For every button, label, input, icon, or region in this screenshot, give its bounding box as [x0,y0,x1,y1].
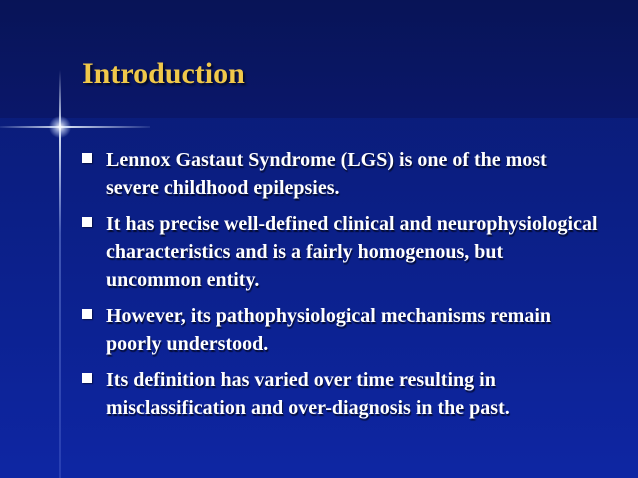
bullet-item-lgs-severity [78,146,598,202]
bullet-text: Lennox Gastaut Syndrome (LGS) is one of the most severe childhood epilepsies. [106,149,547,199]
square-bullet-icon [82,373,92,383]
square-bullet-icon [82,153,92,163]
bullet-list [78,146,598,430]
lens-flare-horizontal [0,126,150,128]
square-bullet-icon [82,217,92,227]
lens-flare-icon [49,116,71,138]
bullet-text: However, its pathophysiological mechanisms remain poorly understood. [106,305,552,355]
bullet-item-definition [78,366,598,422]
bullet-text: Its definition has varied over time resulting in misclassification and over-diagnosis in the past. [106,369,510,419]
square-bullet-icon [82,309,92,319]
slide-title: Introduction [82,57,245,90]
bullet-item-characteristics [78,210,598,294]
bullet-text: It has precise well-defined clinical and neurophysiological characteristics and is a fairly homogenous, but uncommon entity. [106,213,598,291]
bullet-item-mechanisms [78,302,598,358]
